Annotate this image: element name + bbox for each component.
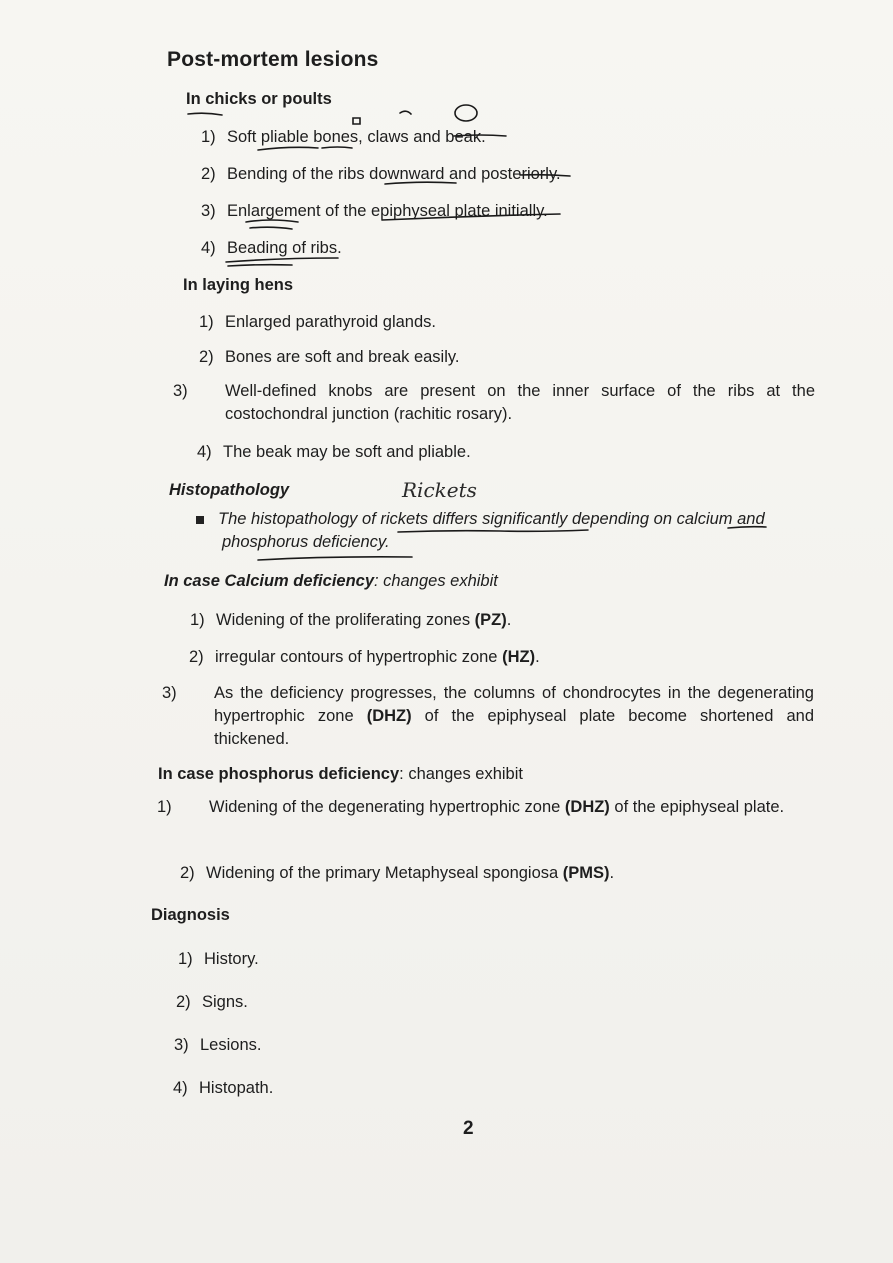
item-number: 1) [199, 313, 214, 331]
pen-circle [455, 105, 477, 121]
section-heading-hens: In laying hens [183, 276, 294, 294]
item-number: 3) [173, 382, 188, 400]
heading-bold: In case phosphorus deficiency [158, 765, 400, 783]
item-number: 2) [199, 348, 214, 366]
pen-underline [250, 227, 292, 229]
item-text: Lesions. [200, 1036, 262, 1054]
item-text: History. [204, 950, 259, 968]
section-heading-chicks: In chicks or poults [186, 90, 332, 108]
pen-underline [454, 135, 506, 136]
pen-underline [258, 147, 318, 150]
item-text-end: of the epiphyseal plate become shortened and thickened. [214, 707, 815, 748]
handwritten-note: Rickets [402, 478, 477, 502]
item-number: 3) [162, 684, 177, 702]
item-text: Widening of the proliferating zones [216, 611, 475, 629]
pen-underline [226, 258, 338, 262]
page-number: 2 [463, 1118, 474, 1139]
item-text-end: . [609, 864, 615, 882]
section-heading-diagnosis: Diagnosis [151, 906, 230, 924]
item-text-end: . [535, 648, 540, 666]
pen-underline [258, 557, 412, 560]
pen-underline [728, 527, 766, 528]
item-text: Soft pliable bones, claws and beak. [227, 128, 486, 146]
item-text: The beak may be soft and pliable. [223, 443, 471, 461]
item-number: 2) [201, 165, 216, 183]
item-number: 3) [201, 202, 216, 220]
item-number: 1) [190, 611, 205, 629]
item-text: Widening of the primary Metaphyseal spongiosa [206, 864, 563, 882]
heading-bold: In case Calcium deficiency [164, 572, 375, 590]
pen-underline [228, 265, 292, 266]
item-abbrev: (PZ) [474, 611, 507, 629]
item-text: Bones are soft and break easily. [225, 348, 460, 366]
item-abbrev: (PMS) [562, 864, 610, 882]
heading-rest: : changes exhibit [374, 572, 498, 590]
item-text: irregular contours of hypertrophic zone [215, 648, 503, 666]
item-number: 1) [201, 128, 216, 146]
pen-underline [398, 530, 588, 532]
item-text: Widening of the degenerating hypertrophic zone [209, 798, 565, 816]
item-number: 4) [173, 1079, 188, 1097]
item-number: 1) [178, 950, 193, 968]
pen-underline [188, 113, 222, 115]
item-abbrev: (DHZ) [564, 798, 610, 816]
pen-underline [322, 147, 352, 148]
bullet-text: The histopathology of rickets differs significantly depending on calcium and phosphorus deficiency. [218, 510, 765, 551]
section-heading-histopathology: Histopathology [169, 481, 290, 499]
item-text: Signs. [202, 993, 248, 1011]
heading-rest: : changes exhibit [399, 765, 523, 783]
pen-underline [520, 175, 570, 176]
item-text-end: of the epiphyseal plate. [609, 798, 785, 816]
pen-underline [385, 182, 456, 184]
item-number: 2) [180, 864, 195, 882]
item-text: As the deficiency progresses, the columns of chondrocytes in the degenerating hypertrophic zone [214, 684, 814, 725]
item-text: Well-defined knobs are present on the inner surface of the ribs at the costochondral junction (rachitic rosary). [225, 382, 815, 423]
item-number: 2) [189, 648, 204, 666]
item-abbrev: (DHZ) [366, 707, 412, 725]
pen-underline [382, 214, 560, 220]
item-text-end: . [506, 611, 512, 629]
pen-mark [400, 111, 411, 114]
item-text: Beading of ribs. [227, 239, 342, 257]
item-number: 2) [176, 993, 191, 1011]
item-number: 4) [201, 239, 216, 257]
item-number: 1) [157, 798, 172, 816]
item-text: Enlarged parathyroid glands. [225, 313, 436, 331]
item-text: Histopath. [199, 1079, 274, 1097]
item-text: Bending of the ribs downward and posteriorly. [227, 165, 561, 183]
item-text: Enlargement of the epiphyseal plate initially. [227, 202, 548, 220]
pen-underline [246, 220, 298, 222]
item-number: 4) [197, 443, 212, 461]
page-title: Post-mortem lesions [167, 48, 379, 71]
item-number: 3) [174, 1036, 189, 1054]
pen-mark [353, 118, 360, 124]
item-abbrev: (HZ) [502, 648, 536, 666]
